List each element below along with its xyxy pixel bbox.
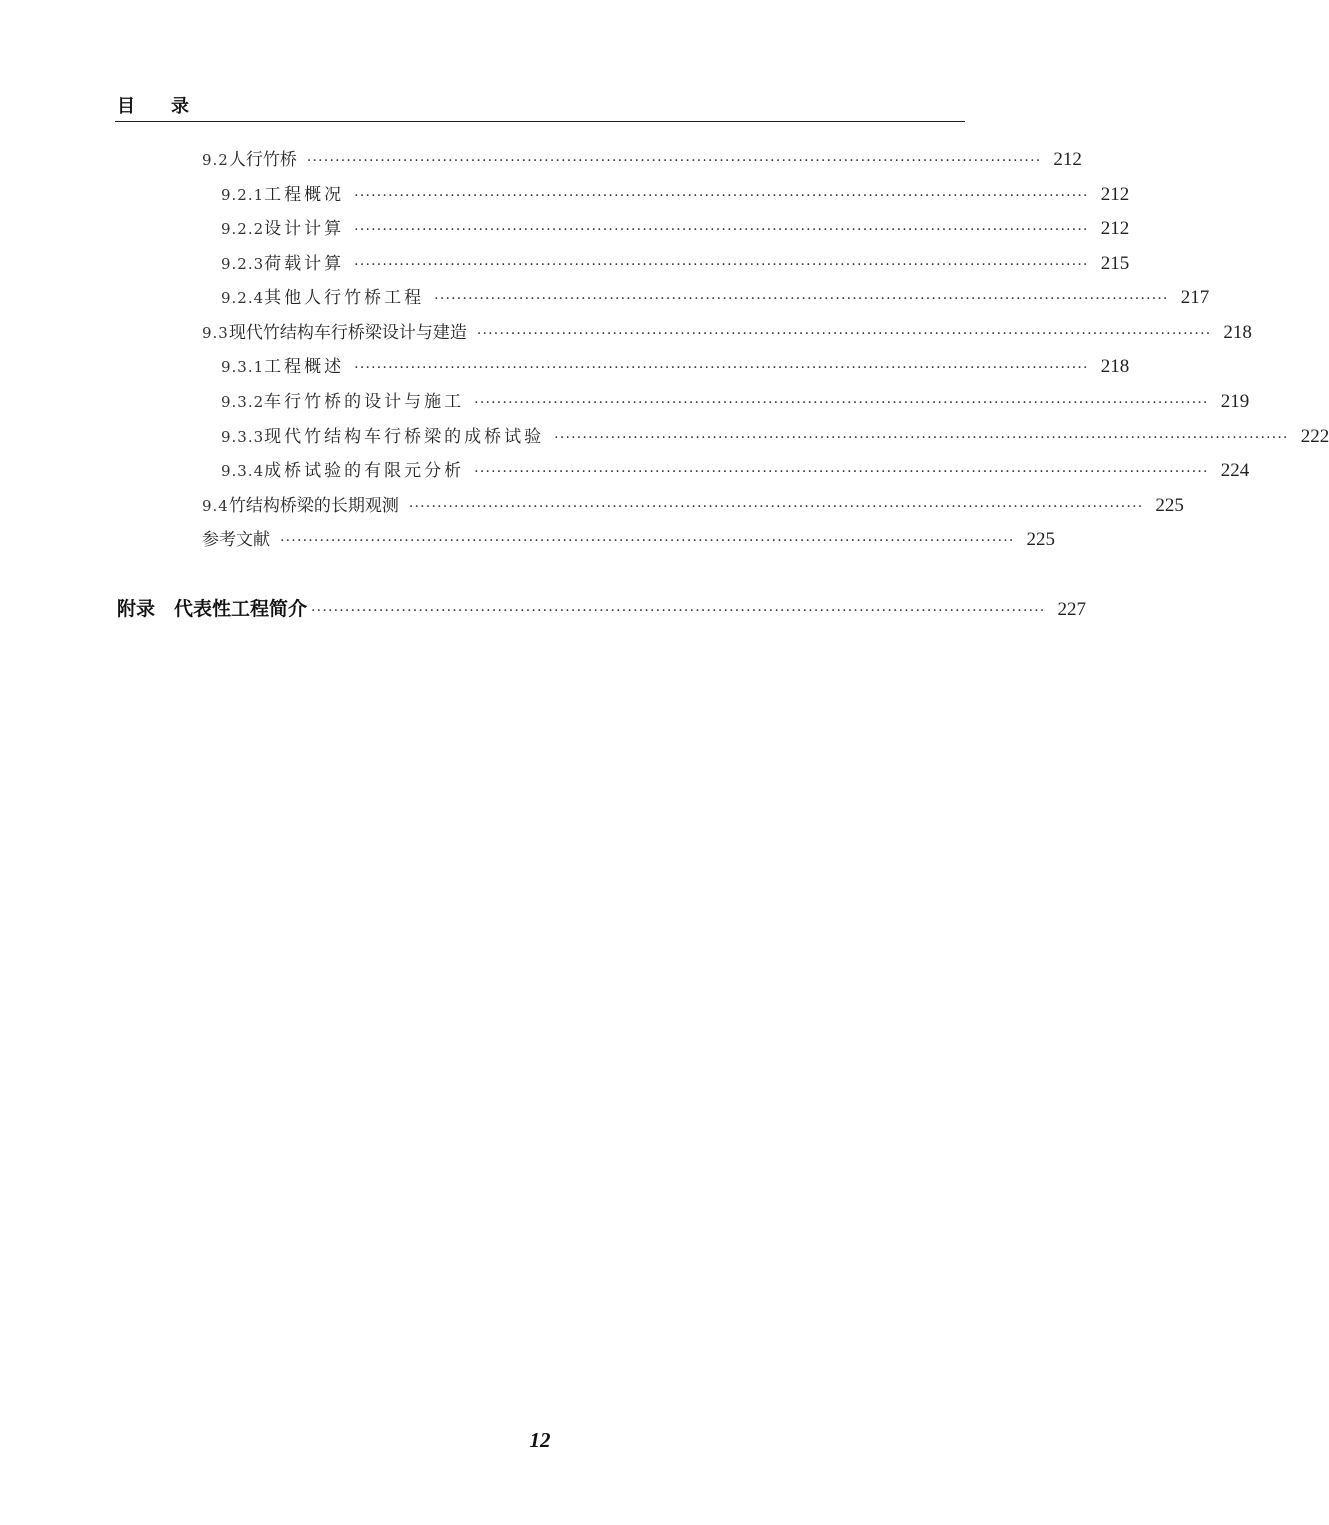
header-rule — [115, 121, 965, 122]
dot-leader: ·································································································································· — [554, 430, 1289, 446]
toc-entry-number: 9.2.1 — [221, 186, 265, 204]
toc-entry[interactable] — [221, 422, 1329, 448]
page-number: 12 — [529, 1428, 551, 1452]
toc-entry-page: 212 — [1100, 184, 1130, 205]
dot-leader: ·································································································································· — [476, 326, 1212, 342]
toc-entry-title: 荷载计算 — [264, 254, 345, 274]
toc-entry[interactable] — [202, 145, 1082, 171]
dot-leader: ·································································································································· — [474, 395, 1209, 411]
toc-entry-number: 9.3.3 — [221, 428, 265, 446]
toc-entry-title: 现代竹结构车行桥梁的成桥试验 — [264, 427, 545, 447]
toc-entry-number: 9.2.3 — [221, 255, 265, 273]
toc-entry-title: 工程概况 — [264, 185, 345, 205]
toc-entry-page: 218 — [1223, 322, 1252, 343]
toc-entry-title: 成桥试验的有限元分析 — [264, 461, 465, 481]
toc-entry-number: 9.2.2 — [221, 220, 265, 238]
toc-entry[interactable] — [202, 491, 1184, 517]
dot-leader: ·································································································································· — [306, 153, 1042, 169]
toc-entry-number: 9.3.4 — [221, 462, 265, 480]
dot-leader: ·································································································································· — [434, 291, 1169, 307]
running-header — [115, 92, 965, 122]
toc-entry[interactable] — [221, 249, 1130, 275]
toc-entry[interactable] — [221, 387, 1250, 413]
toc-entry-page: 218 — [1100, 356, 1130, 377]
toc-entry[interactable] — [221, 456, 1250, 482]
dot-leader: ·································································································································· — [354, 188, 1089, 204]
toc-entry-page: 217 — [1180, 287, 1210, 308]
appendix-title: 附录 代表性工程简介 — [117, 598, 308, 620]
toc-entry-title: 现代竹结构车行桥梁设计与建造 — [228, 323, 467, 343]
toc-entry-number: 9.3 — [202, 324, 229, 342]
toc-entry[interactable] — [202, 318, 1252, 344]
toc-entry-title: 工程概述 — [264, 357, 345, 377]
toc-entry-page: 224 — [1220, 460, 1250, 481]
dot-leader: ·································································································································· — [354, 222, 1089, 238]
dot-leader: ·································································································································· — [354, 257, 1089, 273]
toc-entry-number: 9.3.2 — [221, 393, 265, 411]
toc-entry-page: 222 — [1300, 426, 1329, 447]
toc-entry-title: 其他人行竹桥工程 — [264, 288, 425, 308]
dot-leader: ·································································································································· — [311, 603, 1046, 619]
toc-entry-page: 225 — [1155, 495, 1184, 516]
toc-entry[interactable] — [221, 283, 1210, 309]
header-title: 目录 — [117, 96, 225, 117]
toc-entry-appendix[interactable] — [117, 594, 1087, 620]
toc-entry-page: 212 — [1053, 149, 1082, 170]
toc-entry[interactable] — [221, 180, 1130, 206]
toc-entry-title: 参考文献 — [202, 530, 270, 550]
toc-entry[interactable] — [221, 352, 1130, 378]
toc-entry-number: 9.4 — [202, 497, 229, 515]
toc-entry-title: 设计计算 — [264, 219, 345, 239]
dot-leader: ·································································································································· — [354, 360, 1089, 376]
toc-entry-title: 车行竹桥的设计与施工 — [264, 392, 465, 412]
toc-entry-number: 9.2.4 — [221, 289, 265, 307]
appendix-page: 227 — [1057, 599, 1087, 620]
toc-entry-page: 225 — [1026, 529, 1056, 550]
toc-entry-title: 竹结构桥梁的长期观测 — [228, 496, 399, 516]
toc-entry-references[interactable] — [202, 525, 1056, 551]
toc-entry-number: 9.2 — [202, 151, 229, 169]
dot-leader: ·································································································································· — [408, 499, 1144, 515]
dot-leader: ·································································································································· — [280, 533, 1015, 549]
toc-entry-page: 212 — [1100, 218, 1130, 239]
toc-entry[interactable] — [221, 214, 1130, 240]
toc-entry-page: 219 — [1220, 391, 1250, 412]
toc-entry-page: 215 — [1100, 253, 1130, 274]
dot-leader: ·································································································································· — [474, 464, 1209, 480]
toc-entry-number: 9.3.1 — [221, 358, 265, 376]
toc-entry-title: 人行竹桥 — [228, 150, 297, 170]
